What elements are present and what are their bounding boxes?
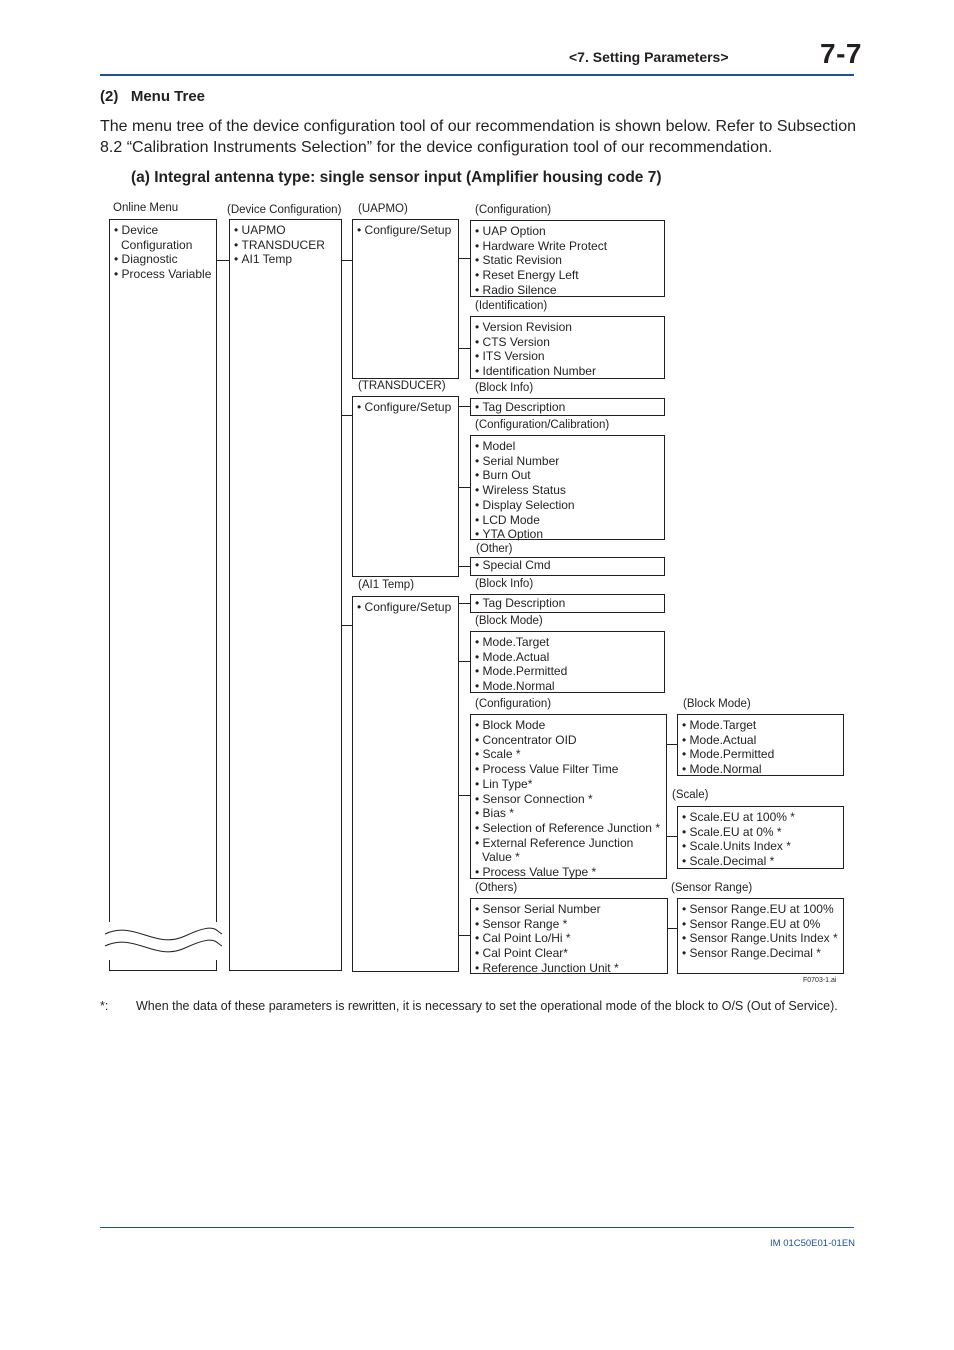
list-item: • Configure/Setup (357, 223, 458, 238)
ai-block-info-box (470, 594, 665, 613)
ai-configuration-box (470, 714, 667, 879)
list-item: • Configure/Setup (357, 400, 458, 415)
list-item: • Bias * (475, 806, 666, 821)
list-item: • Process Value Type * (475, 865, 666, 880)
ai-block-mode-box (470, 631, 665, 693)
list-item: • Device (114, 223, 216, 238)
connector-line (459, 661, 470, 662)
transducer-block-info-label: (Block Info) (475, 382, 534, 394)
uapmo-configuration-label: (Configuration) (475, 204, 552, 216)
list-item: • Sensor Connection * (475, 792, 666, 807)
list-item: • Burn Out (475, 468, 664, 483)
list-item: • LCD Mode (475, 513, 664, 528)
list-item: • Wireless Status (475, 483, 664, 498)
list-item: • Sensor Range.Decimal * (682, 946, 843, 961)
connector-line (459, 566, 470, 567)
device-configuration-box (229, 219, 342, 971)
list-item: • TRANSDUCER (234, 238, 341, 253)
sensor-range-label: (Sensor Range) (671, 882, 753, 894)
connector-line (217, 260, 229, 261)
ai-configuration-label: (Configuration) (475, 698, 552, 710)
list-item: • Scale.Units Index * (682, 839, 843, 854)
list-item: • UAP Option (475, 224, 664, 239)
connector-line (459, 406, 470, 407)
footer-divider (100, 1227, 854, 1228)
list-item: • Tag Description (475, 596, 664, 611)
cfg-block-mode-box (677, 714, 844, 776)
uapmo-identification-box (470, 316, 665, 379)
list-item: • Serial Number (475, 454, 664, 469)
list-item: • Sensor Range.Units Index * (682, 931, 843, 946)
list-item: • Concentrator OID (475, 733, 666, 748)
ai-block-mode-label: (Block Mode) (475, 615, 543, 627)
page-number: 7-7 (820, 38, 862, 69)
sensor-range-box (677, 898, 844, 974)
connector-line (459, 603, 470, 604)
connector-line (342, 260, 352, 261)
footnote-text: When the data of these parameters is rewritten, it is necessary to set the operational mode of the block to O/S (Out of Service). (136, 999, 838, 1013)
intro-paragraph: The menu tree of the device configuration tool of our recommendation is shown below. Refer to Subsection 8.2 “Calibration Instruments Selection” for the device configuration tool of our recommendation. (100, 118, 856, 156)
list-item: • Scale.EU at 0% * (682, 825, 843, 840)
subheading: (a) Integral antenna type: single sensor input (Amplifier housing code 7) (131, 169, 662, 186)
list-item: • Mode.Target (475, 635, 664, 650)
list-item: • Mode.Permitted (475, 664, 664, 679)
ai1-temp-box (352, 596, 459, 972)
uapmo-configuration-box (470, 220, 665, 297)
list-item: • Mode.Normal (475, 679, 664, 694)
list-item: • Mode.Target (682, 718, 843, 733)
online-menu-label: Online Menu (113, 202, 179, 214)
section-title: (2) Menu Tree (100, 88, 206, 105)
list-item: • YTA Option (475, 527, 664, 542)
list-item: • Selection of Reference Junction * (475, 821, 666, 836)
list-item: • Display Selection (475, 498, 664, 513)
footnote-mark: *: (100, 999, 109, 1013)
connector-line (459, 935, 470, 936)
list-item: • Identification Number (475, 364, 664, 379)
figure-id: F0703-1.ai (803, 977, 837, 984)
ai-block-info-label: (Block Info) (475, 578, 534, 590)
transducer-other-box (470, 557, 665, 576)
connector-line (342, 415, 352, 416)
break-marker-icon (100, 922, 225, 960)
list-item: • Sensor Serial Number (475, 902, 667, 917)
connector-line (459, 258, 470, 259)
list-item: • Mode.Normal (682, 762, 843, 777)
list-item: • Sensor Range.EU at 0% (682, 917, 843, 932)
list-item: • Diagnostic (114, 252, 216, 267)
list-item: • Reference Junction Unit * (475, 961, 667, 976)
list-item: • Mode.Actual (475, 650, 664, 665)
cfg-scale-label: (Scale) (672, 789, 709, 801)
list-item: • Block Mode (475, 718, 666, 733)
transducer-block-info-box (470, 398, 665, 416)
ai1-temp-label: (AI1 Temp) (358, 579, 415, 591)
list-item: • External Reference Junction (475, 836, 666, 851)
list-item: • Sensor Range * (475, 917, 667, 932)
connector-line (668, 928, 677, 929)
ai-others-box (470, 898, 668, 974)
list-item: • Model (475, 439, 664, 454)
list-item: • Tag Description (475, 400, 664, 415)
connector-line (459, 487, 470, 488)
connector-line (667, 744, 677, 745)
list-item: • Mode.Actual (682, 733, 843, 748)
list-item: • AI1 Temp (234, 252, 341, 267)
transducer-box (352, 396, 459, 577)
online-menu-box (109, 219, 217, 971)
header-section-title: <7. Setting Parameters> (569, 49, 729, 65)
list-item: Configuration (121, 237, 193, 252)
transducer-label: (TRANSDUCER) (358, 380, 446, 392)
list-item: • Scale.EU at 100% * (682, 810, 843, 825)
list-item: • ITS Version (475, 349, 664, 364)
list-item: • Special Cmd (475, 558, 664, 573)
list-item: • Sensor Range.EU at 100% (682, 902, 843, 917)
transducer-other-label: (Other) (476, 543, 513, 555)
list-item: • CTS Version (475, 335, 664, 350)
uapmo-label: (UAPMO) (358, 203, 408, 215)
list-item: • Radio Silence (475, 283, 664, 298)
list-item: • Mode.Permitted (682, 747, 843, 762)
list-item: • Process Variable (114, 267, 216, 282)
list-item: • UAPMO (234, 223, 341, 238)
list-item: • Process Value Filter Time (475, 762, 666, 777)
connector-line (459, 348, 470, 349)
header-divider (100, 74, 854, 76)
list-item: • Static Revision (475, 253, 664, 268)
list-item: Value * (482, 850, 520, 865)
ai-others-label: (Others) (475, 882, 518, 894)
document-number: IM 01C50E01-01EN (770, 1238, 856, 1249)
list-item: • Cal Point Lo/Hi * (475, 931, 667, 946)
list-item: • Version Revision (475, 320, 664, 335)
device-configuration-label: (Device Configuration) (227, 204, 342, 216)
connector-line (667, 836, 677, 837)
list-item: • Configure/Setup (357, 600, 458, 615)
list-item: • Lin Type* (475, 777, 666, 792)
list-item: • Reset Energy Left (475, 268, 664, 283)
connector-line (342, 625, 352, 626)
transducer-config-cal-box (470, 435, 665, 540)
list-item: • Hardware Write Protect (475, 239, 664, 254)
list-item: • Cal Point Clear* (475, 946, 667, 961)
uapmo-box (352, 219, 459, 379)
connector-line (459, 795, 470, 796)
uapmo-identification-label: (Identification) (475, 300, 548, 312)
list-item: • Scale.Decimal * (682, 854, 843, 869)
cfg-block-mode-label: (Block Mode) (683, 698, 751, 710)
list-item: • Scale * (475, 747, 666, 762)
transducer-config-cal-label: (Configuration/Calibration) (475, 419, 610, 431)
cfg-scale-box (677, 806, 844, 869)
